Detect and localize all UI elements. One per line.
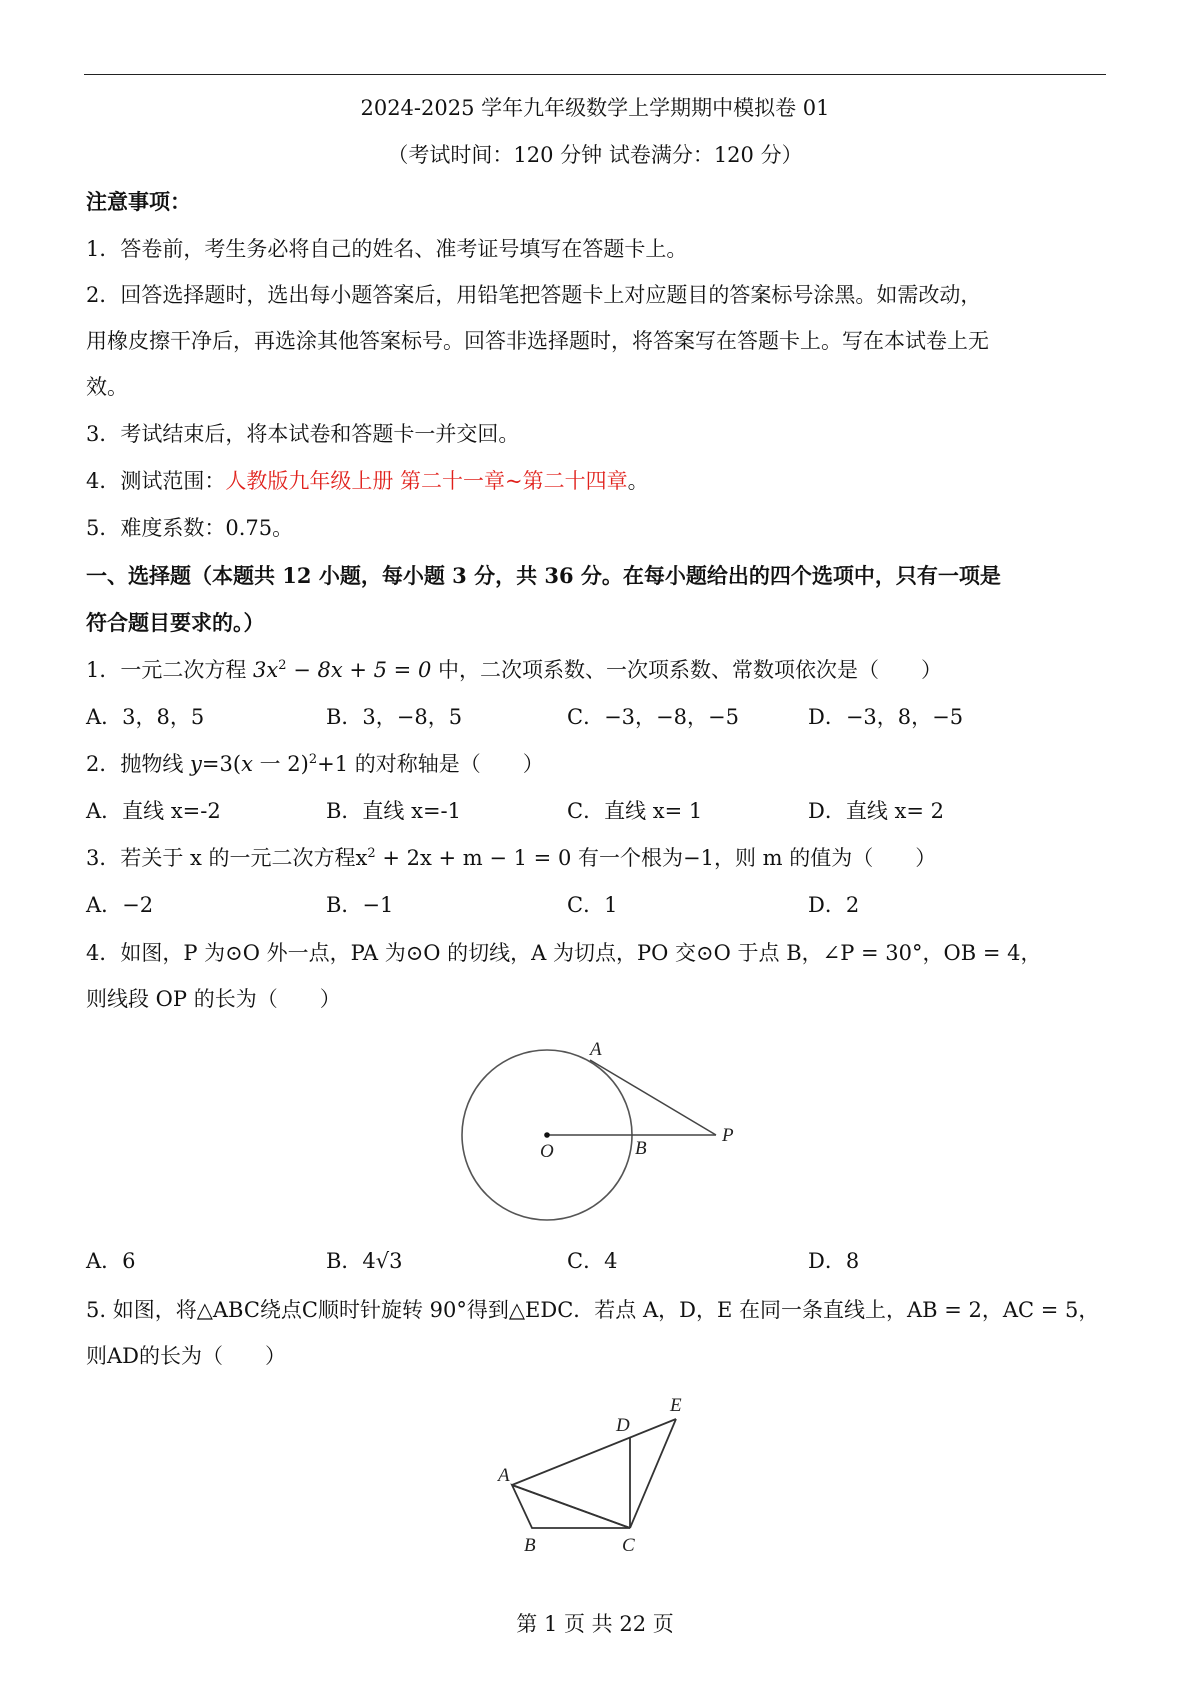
label-a: A <box>590 1039 602 1060</box>
q4-option-a: A．6 <box>86 1249 136 1273</box>
note-item-4-suffix: 。 <box>627 469 649 493</box>
label-d: D <box>616 1415 630 1436</box>
q2-option-b: B．直线 x=-1 <box>326 799 462 823</box>
tangent-pa <box>590 1060 716 1135</box>
q3-option-c: C．1 <box>567 893 618 917</box>
q2-eq-y: y <box>190 752 202 776</box>
exam-title: 2024-2025 学年九年级数学上学期期中模拟卷 01 <box>360 96 830 120</box>
note-item-3: 3．考试结束后，将本试卷和答题卡一并交回。 <box>86 422 520 446</box>
center-point-o <box>544 1132 550 1138</box>
q2-eq-e: +1 <box>317 752 349 776</box>
q3-option-b: B．−1 <box>326 893 394 917</box>
q1-option-d: D．−3，8，−5 <box>808 705 964 729</box>
q4-option-d: D．8 <box>808 1249 860 1273</box>
q1-prefix: 1．一元二次方程 <box>86 658 254 682</box>
note-item-2-line-2: 用橡皮擦干净后，再选涂其他答案标号。回答非选择题时，将答案写在答题卡上。写在本试卷上无 <box>86 329 989 353</box>
question-5-line-1: 5. 如图，将△ABC绕点C顺时针旋转 90°得到△EDC．若点 A，D，E 在同一条直线上，AB = 2，AC = 5， <box>86 1298 1100 1322</box>
q2-suffix: 的对称轴是（ ） <box>348 752 544 776</box>
q1-suffix: 中，二次项系数、一次项系数、常数项依次是（ ） <box>431 658 942 682</box>
q1-option-b: B．3，−8，5 <box>326 705 463 729</box>
note-item-4-prefix: 4．测试范围： <box>86 469 226 493</box>
q3-prefix: 3．若关于 x 的一元二次方程x <box>86 846 368 870</box>
q1-exponent: 2 <box>278 658 287 673</box>
q2-option-c: C．直线 x= 1 <box>567 799 703 823</box>
label-o: O <box>540 1141 554 1162</box>
label-b: B <box>635 1138 647 1159</box>
label-p: P <box>722 1125 734 1146</box>
label-a: A <box>498 1465 510 1486</box>
q2-prefix: 2．抛物线 <box>86 752 191 776</box>
q2-option-a: A．直线 x=-2 <box>86 799 221 823</box>
note-item-2-line-1: 2．回答选择题时，选出每小题答案后，用铅笔把答题卡上对应题目的答案标号涂黑。如需改动， <box>86 283 982 307</box>
q2-eq-x: x <box>241 752 253 776</box>
question-5-line-2: 则AD的长为（ ） <box>86 1344 287 1368</box>
q1-option-a: A．3，8，5 <box>86 705 205 729</box>
question-4-line-1: 4．如图，P 为⊙O 外一点，PA 为⊙O 的切线，A 为切点，PO 交⊙O 于点 B，∠P = 30°，OB = 4， <box>86 941 1042 965</box>
note-item-2-line-3: 效。 <box>86 375 128 399</box>
q1-option-c: C．−3，−8，−5 <box>567 705 739 729</box>
q3-suffix: + 2x + m − 1 = 0 有一个根为−1，则 m 的值为（ ） <box>375 846 937 870</box>
test-range: 人教版九年级上册 第二十一章~第二十四章 <box>225 469 628 493</box>
question-4-line-2: 则线段 OP 的长为（ ） <box>86 987 341 1011</box>
question-3 <box>86 844 936 872</box>
note-item-5: 5．难度系数：0.75。 <box>86 516 294 540</box>
label-e: E <box>670 1395 682 1416</box>
q4-option-b: B．4√3 <box>326 1249 403 1273</box>
q4-circle-tangent-figure <box>440 1030 760 1230</box>
label-c: C <box>622 1535 635 1556</box>
note-item-4 <box>86 467 649 495</box>
q4-option-c: C．4 <box>567 1249 618 1273</box>
q3-option-d: D．2 <box>808 893 860 917</box>
q1-equation-b: − 8x + 5 = 0 <box>286 658 432 682</box>
q1-equation-a: 3x <box>253 658 279 682</box>
q2-eq-d: 一 2) <box>252 752 309 776</box>
q3-exponent: 2 <box>367 846 376 861</box>
q2-option-d: D．直线 x= 2 <box>808 799 944 823</box>
question-2 <box>86 750 544 778</box>
header-rule <box>84 74 1106 75</box>
page-footer: 第 1 页 共 22 页 <box>516 1612 674 1636</box>
exam-subtitle: （考试时间：120 分钟 试卷满分：120 分） <box>387 143 803 167</box>
question-1 <box>86 656 942 684</box>
q3-option-a: A．−2 <box>86 893 154 917</box>
q5-rotation-figure <box>490 1385 700 1560</box>
label-b: B <box>524 1535 536 1556</box>
section1-heading-line-2: 符合题目要求的。） <box>86 610 265 635</box>
section1-heading-line-1: 一、选择题（本题共 12 小题，每小题 3 分，共 36 分。在每小题给出的四个选项中，只有一项是 <box>86 563 1001 588</box>
q2-exponent: 2 <box>308 752 318 767</box>
notes-heading: 注意事项： <box>86 189 191 214</box>
q2-eq-b: =3( <box>201 752 242 776</box>
note-item-1: 1．答卷前，考生务必将自己的姓名、准考证号填写在答题卡上。 <box>86 237 688 261</box>
